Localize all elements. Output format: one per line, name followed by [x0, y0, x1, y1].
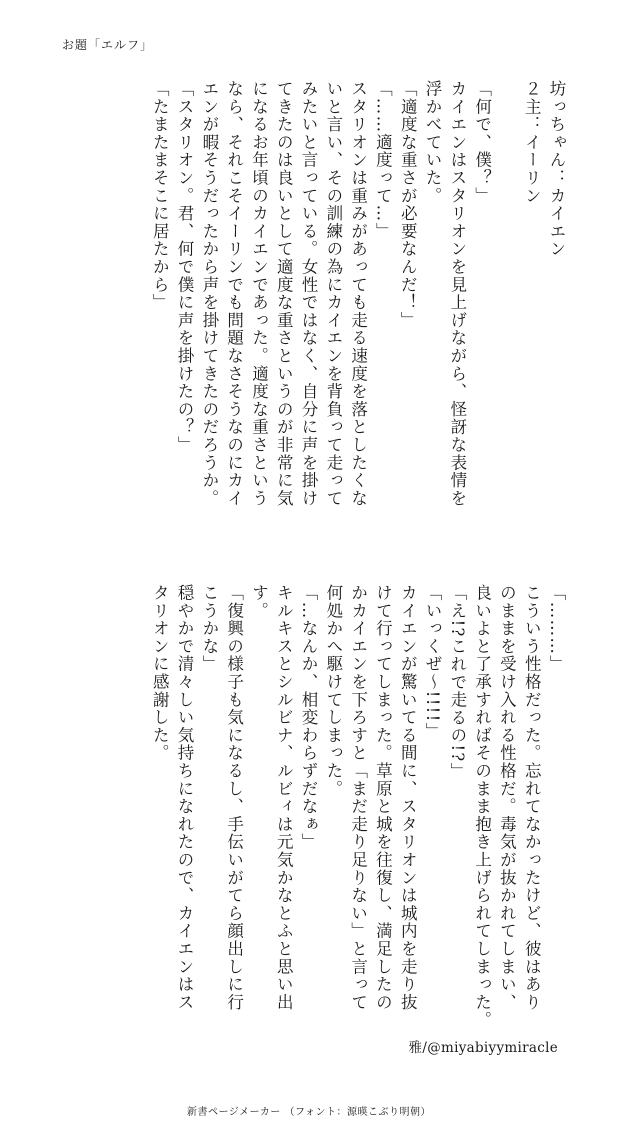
- upper-text-block: [146, 80, 568, 540]
- text-line: 「え!?これで走るの!?」: [447, 584, 467, 781]
- text-line: ２主：イーリン: [522, 80, 542, 205]
- text-line: 「何で、僕？」: [472, 80, 492, 205]
- text-line: こういう性格だった。忘れてなかったけど、彼はあり: [522, 584, 542, 1012]
- text-line: 良いよと了承すればそのまま抱き上げられてしまった。: [472, 584, 492, 1029]
- text-line: カイエンはスタリオンを見上げながら、怪訝な表情を: [447, 80, 467, 508]
- text-line: 何処かへ駆けてしまった。: [323, 584, 343, 798]
- text-line: てきたのは良いとして適度な重さというのが非常に気: [274, 80, 294, 508]
- text-line: 「…なんか、相変わらずだなぁ」: [299, 584, 319, 851]
- text-line: みたいと言っている。女性ではなく、自分に声を掛け: [299, 80, 319, 508]
- text-line: こうかな」: [199, 584, 219, 673]
- text-line: 穏やかで清々しい気持ちになれたので、カイエンはス: [175, 584, 195, 1012]
- text-line: 「適度な重さが必要なんだ！」: [398, 80, 418, 330]
- text-line: す。: [249, 584, 269, 620]
- author-credit: 雅/@miyabiyymiracle: [408, 1040, 558, 1056]
- lower-text-block: [146, 584, 568, 1029]
- text-line: 「………」: [547, 584, 566, 673]
- text-line: 「たまたまそこに居たから」: [150, 80, 170, 312]
- footer-caption: 新書ページメーカー （フォント：源暎こぶり明朝）: [187, 1107, 431, 1118]
- text-line: エンが暇そうだったから声を掛けてきたのだろうか。: [199, 80, 219, 508]
- page-title: お題「エルフ」: [62, 38, 154, 52]
- text-line: のままを受け入れる性格だ。毒気が抜かれてしまい、: [497, 584, 517, 1012]
- text-line: 坊っちゃん：カイエン: [547, 80, 566, 258]
- text-line: いと言い、その訓練の為にカイエンを背負って走って: [323, 80, 343, 508]
- text-line: [494, 80, 519, 540]
- text-line: 「復興の様子も気になるし、手伝いがてら顔出しに行: [224, 584, 244, 1012]
- text-line: になるお年頃のカイエンであった。適度な重さという: [249, 80, 269, 508]
- text-line: キルキスとシルビナ、ルビィは元気かなとふと思い出: [274, 584, 294, 1012]
- text-line: かカイエンを下ろすと「まだ走り足りない」と言って: [348, 584, 368, 1012]
- text-line: スタリオンは重みがあっても走る速度を落としたくな: [348, 80, 368, 508]
- text-line: 「いっくぜ〜!!!!」: [423, 584, 443, 741]
- text-line: 浮かべていた。: [423, 80, 443, 205]
- text-line: タリオンに感謝した。: [150, 584, 170, 762]
- text-line: なら、それこそイーリンでも問題なさそうなのにカイ: [224, 80, 244, 508]
- text-line: 「……適度って…」: [373, 80, 393, 241]
- text-line: カイエンが驚いてる間に、スタリオンは城内を走り抜: [398, 584, 418, 1012]
- text-line: けて行ってしまった。草原と城を往復し、満足したの: [373, 584, 393, 1012]
- text-line: 「スタリオン。君、何で僕に声を掛けたの？」: [175, 80, 195, 454]
